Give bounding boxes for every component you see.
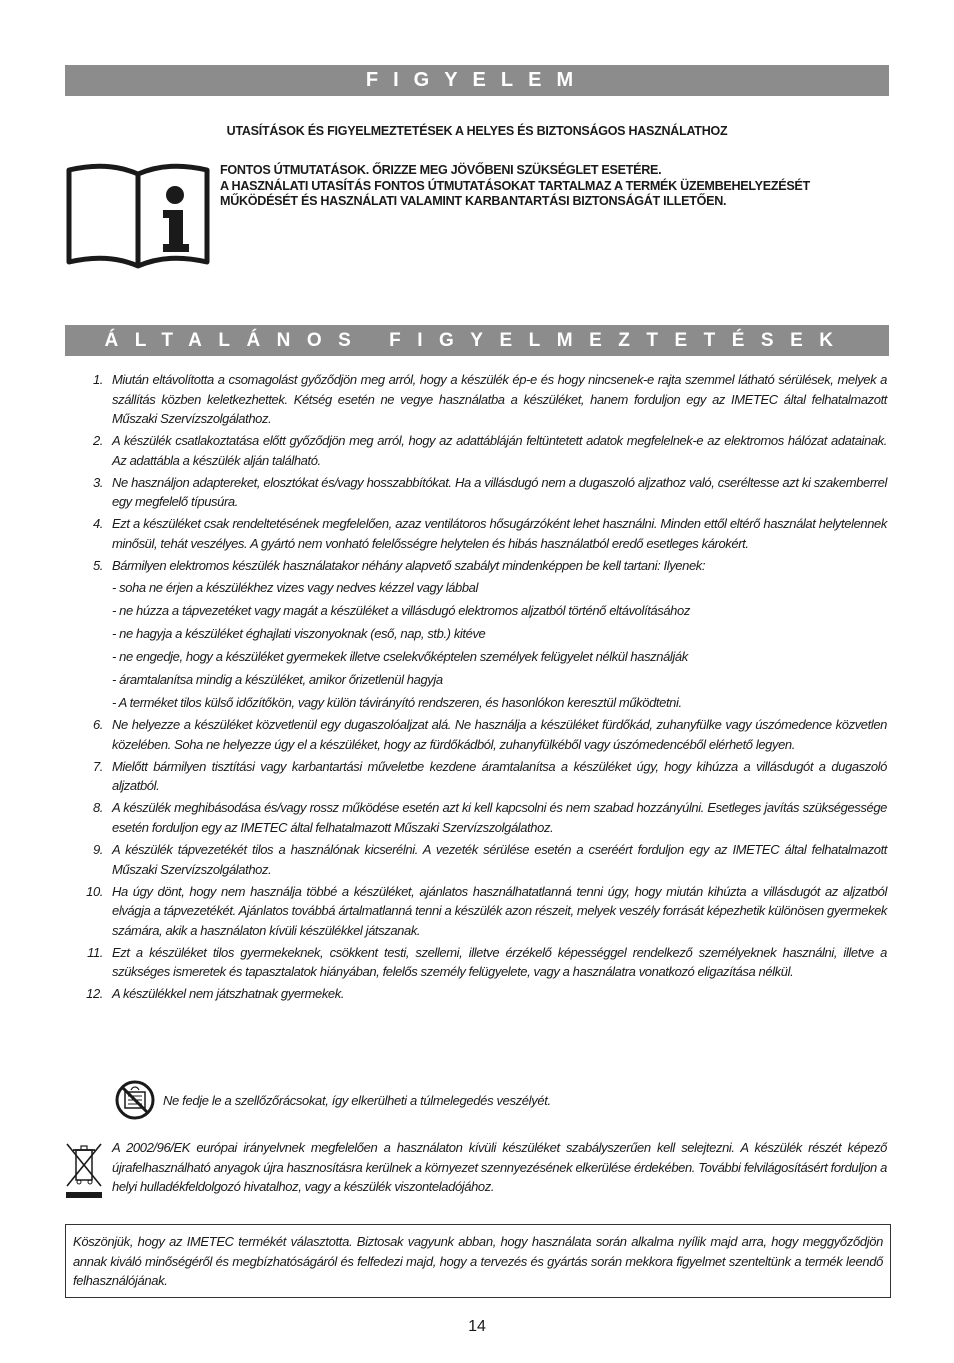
document-subtitle: UTASÍTÁSOK ÉS FIGYELMEZTETÉSEK A HELYES ÉS BIZTONSÁGOS HASZNÁLATHOZ <box>226 124 728 138</box>
warnings-list <box>65 370 887 1006</box>
item-number: 4. <box>92 516 103 532</box>
item-number: 2. <box>92 433 103 449</box>
list-item <box>65 556 887 713</box>
no-cover-icon <box>115 1080 155 1120</box>
item-text: Ha úgy dönt, hogy nem használja többé a készüléket, ajánlatos használhatatlanná tenni úgy, hogy miután kihúzta a villásdugót az aljzatból elvágja a tápvezetékét. Ajánlatos továbbá ártalmatlanná tenni a készülék azon részeit, melyek veszély forrását képezhetik különösen gyermekek számára, akik a használaton kívüli készülékkel játszanak. <box>112 883 887 938</box>
list-item <box>65 943 887 982</box>
item-number: 11. <box>87 944 103 960</box>
item-number: 9. <box>92 841 103 857</box>
item-number: 1. <box>92 372 103 387</box>
item-number: 12. <box>86 986 103 1002</box>
weee-notice: A 2002/96/EK európai irányelvnek megfelelően a használaton kívüli készüléket szabályszerűen kell selejtezni. A készülék részét képező újrafelhasználható anyagok újra hasznosításra kerülnek a környezet szennyezésének elkerülése érdekében. További felvilágosításért forduljon a helyi hulladékfeldolgozó hivatalhoz, vagy a készülék viszonteladójához. <box>112 1140 887 1195</box>
page-number: 14 <box>468 1318 486 1335</box>
list-item <box>65 473 887 512</box>
item-text: Ne használjon adaptereket, elosztókat és/vagy hosszabbítókat. Ha a villásdugó nem a dugaszoló aljzathoz való, cseréltesse azt ki szakemberrel egy megfelelő típusúra. <box>112 474 887 510</box>
list-item <box>65 715 887 754</box>
item-text: A készülék meghibásodása és/vagy rossz működése esetén azt ki kell kapcsolni és nem szabad hozzányúlni. Esetleges javítás szükségessége esetén forduljon egy az IMETEC által felhatalmazott Műszaki Szervízszolgálathoz. <box>112 800 887 835</box>
list-item <box>65 370 887 429</box>
sub-item: - soha ne érjen a készülékhez vizes vagy nedves kézzel vagy lábbal <box>112 580 478 596</box>
item-text: Mielőtt bármilyen tisztítási vagy karbantartási műveletbe kezdene áramtalanítsa a készüléket úgy, hogy kihúzza a villásdugót a dugaszoló aljzatból. <box>112 758 887 794</box>
item-number: 10. <box>86 883 103 899</box>
info-book-icon <box>65 158 211 270</box>
item-text: A készülékkel nem játszhatnak gyermekek. <box>112 986 345 1002</box>
important-line-1: FONTOS ÚTMUTATÁSOK. ŐRIZZE MEG JÖVŐBENI SZÜKSÉGLET ESETÉRE. <box>220 163 662 177</box>
list-item <box>65 514 887 553</box>
item-number: 7. <box>92 758 103 774</box>
list-item <box>65 840 887 879</box>
thank-you-box: Köszönjük, hogy az IMETEC termékét választotta. Biztosak vagyunk abban, hogy használata során alkalma nyílik majd arra, hogy meggyőződjön annak kiváló minőségéről és megbízhatóságáról és felfedezi majd, hogy a tervezés és gyártás során mekkora figyelmet szenteltünk a termék leendő felhasználójának. <box>65 1224 891 1298</box>
sub-item: - ne hagyja a készüléket éghajlati viszonyoknak (eső, nap, stb.) kitéve <box>112 625 486 641</box>
item-number: 6. <box>92 717 103 733</box>
crossed-bin-icon <box>64 1140 104 1200</box>
banner-general-warnings: ÁLTALÁNOS FIGYELMEZTETÉSEK <box>65 325 889 356</box>
item-text: Miután eltávolította a csomagolást győződjön meg arról, hogy a készülék ép-e és hogy nincsenek-e rajta szemmel látható sérülések, melyek a szállítás közben keletkezhettek. Kétség esetén ne vegye használatba a készüléket, hanem forduljon egy az IMETEC által felhatalmazott Műszaki Szervízszolgálathoz. <box>112 372 887 427</box>
item-text: Ezt a készüléket csak rendeltetésének megfelelően, azaz ventilátoros hősugárzóként lehet használni. Minden ettől eltérő használat helytelennek minősül, tehát veszélyes. A gyártó nem vonható felelősségre helytelen és hibás használatból eredő esetleges károkért. <box>112 516 887 551</box>
sub-item: - ne húzza a tápvezetéket vagy magát a készüléket a villásdugó elektromos aljzatból történő eltávolításához <box>112 603 690 619</box>
sub-item: - A terméket tilos külső időzítőkön, vagy külön távirányító rendszeren, és hasonlókon keresztül működtetni. <box>112 694 682 710</box>
item-number: 8. <box>92 800 103 816</box>
list-item <box>65 984 887 1004</box>
list-item <box>65 431 887 470</box>
list-item <box>65 882 887 941</box>
item-text: A készülék tápvezetékét tilos a használónak kicserélni. A vezeték sérülése esetén a cseréért forduljon egy az IMETEC által felhatalmazott Műszaki Szervízszolgálathoz. <box>112 841 887 877</box>
item-text: Ezt a készüléket tilos gyermekeknek, csökkent testi, szellemi, illetve érzékelő képességgel rendelkező személyeknek használni, illetve a szükséges ismeretek és tapasztalatok hiányában, felelős személy felügyelete, vagy a használatra vonatkozó eligazítása nélkül. <box>112 944 887 980</box>
item-text: Bármilyen elektromos készülék használatakor néhány alapvető szabályt mindenképpen be kell tartani: Ilyenek: <box>112 557 706 573</box>
banner-figyelem: FIGYELEM <box>65 65 889 96</box>
list-item <box>65 757 887 796</box>
important-line-2: A HASZNÁLATI UTASÍTÁS FONTOS ÚTMUTATÁSOKAT TARTALMAZ A TERMÉK ÜZEMBEHELYEZÉSÉT MŰKÖDÉSÉT ÉS HASZNÁLATI VALAMINT KARBANTARTÁSI BIZTONSÁGÁT ILLETŐEN. <box>220 178 810 208</box>
vent-notice: Ne fedje le a szellőzőrácsokat, így elkerülheti a túlmelegedés veszélyét. <box>163 1093 551 1108</box>
item-number: 5. <box>92 557 103 573</box>
item-text: A készülék csatlakoztatása előtt győződjön meg arról, hogy az adattábláján feltüntetett adatok megfelelnek-e az elektromos hálózat adatainak. Az adattábla a készülék alján található. <box>112 433 887 468</box>
sub-item: - ne engedje, hogy a készüléket gyermekek illetve cselekvőképtelen személyek felügyelet nélkül használják <box>112 648 688 664</box>
important-notice <box>220 163 890 210</box>
sub-item: - áramtalanítsa mindig a készüléket, amikor őrizetlenül hagyja <box>112 671 443 687</box>
item-number: 3. <box>92 474 103 490</box>
list-item <box>65 798 887 837</box>
item-text: Ne helyezze a készüléket közvetlenül egy dugaszolóaljzat alá. Ne használja a készüléket fürdőkád, zuhanyfülke vagy úszómedence közvetlen közelében. Soha ne helyezze úgy el a készüléket, hogy az fürdőkádból, zuhanyfülkéből vagy úszómedencéből elérhető legyen. <box>112 717 887 752</box>
